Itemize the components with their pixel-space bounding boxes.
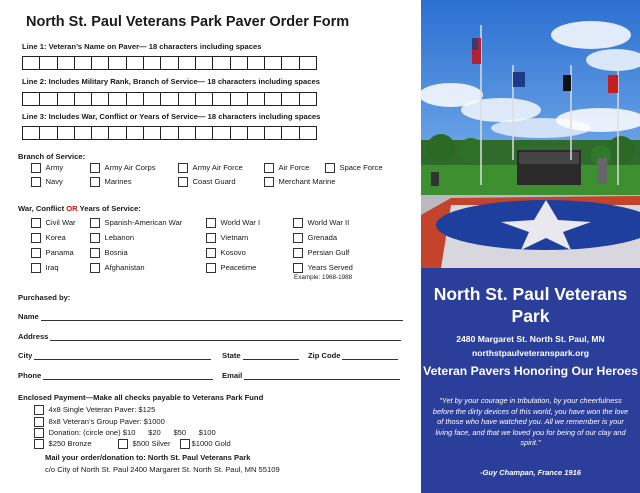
branch-space-force-checkbox[interactable]: Space Force bbox=[325, 163, 383, 173]
zip-field[interactable]: Zip Code bbox=[308, 351, 398, 360]
payment-silver-checkbox[interactable]: $500 Silver bbox=[118, 439, 171, 449]
park-panel bbox=[421, 0, 640, 493]
park-website-link[interactable]: northstpaulveteranspark.org bbox=[472, 348, 589, 358]
line2-label: Line 2: Includes Military Rank, Branch of Service— 18 characters including spaces bbox=[22, 77, 320, 86]
character-box[interactable] bbox=[39, 126, 57, 140]
character-box[interactable] bbox=[195, 92, 213, 106]
war-afghanistan-checkbox[interactable]: Afghanistan bbox=[90, 263, 145, 273]
name-field[interactable]: Name bbox=[18, 312, 403, 321]
character-box[interactable] bbox=[195, 56, 213, 70]
checkbox-icon[interactable] bbox=[90, 163, 100, 173]
checkbox-icon[interactable] bbox=[293, 263, 303, 273]
checkbox-icon[interactable] bbox=[118, 439, 128, 449]
payment-gold-checkbox[interactable]: $1000 Gold bbox=[180, 439, 231, 449]
branch-merchant-marine-checkbox[interactable]: Merchant Marine bbox=[264, 177, 335, 187]
character-box[interactable] bbox=[160, 92, 178, 106]
character-box[interactable] bbox=[299, 92, 317, 106]
character-box[interactable] bbox=[108, 56, 126, 70]
quote-author: -Guy Champan, France 1916 bbox=[480, 468, 581, 477]
character-box[interactable] bbox=[264, 56, 282, 70]
paver-tagline: Veteran Pavers Honoring Our Heroes bbox=[423, 364, 638, 378]
character-box[interactable] bbox=[230, 92, 248, 106]
line3-label: Line 3: Includes War, Conflict or Years of Service— 18 characters including spaces bbox=[22, 112, 321, 121]
zip-input-line[interactable] bbox=[342, 351, 398, 360]
email-field[interactable]: Email bbox=[222, 371, 400, 380]
address-field[interactable]: Address bbox=[18, 332, 401, 341]
branch-coast-guard-checkbox[interactable]: Coast Guard bbox=[178, 177, 236, 187]
payment-group-paver-checkbox[interactable]: 8x8 Veteran’s Group Paver: $1000 bbox=[34, 417, 165, 427]
branch-army-air-force-checkbox[interactable]: Army Air Force bbox=[178, 163, 243, 173]
checkbox-icon[interactable] bbox=[31, 177, 41, 187]
form-title: North St. Paul Veterans Park Paver Order Form bbox=[26, 14, 350, 30]
character-box[interactable] bbox=[108, 92, 126, 106]
checkbox-icon[interactable] bbox=[31, 248, 41, 258]
character-box[interactable] bbox=[57, 126, 75, 140]
war-civil-war-checkbox[interactable]: Civil War bbox=[31, 218, 76, 228]
war-wwi-checkbox[interactable]: World War I bbox=[206, 218, 260, 228]
character-box[interactable] bbox=[74, 92, 92, 106]
character-box[interactable] bbox=[57, 56, 75, 70]
war-lebanon-checkbox[interactable]: Lebanon bbox=[90, 233, 134, 243]
character-box[interactable] bbox=[264, 126, 282, 140]
veterans-park-photo bbox=[421, 0, 640, 268]
checkbox-icon[interactable] bbox=[90, 218, 100, 228]
character-box[interactable] bbox=[91, 92, 109, 106]
checkbox-icon[interactable] bbox=[34, 428, 44, 438]
checkbox-icon[interactable] bbox=[90, 263, 100, 273]
payment-heading: Enclosed Payment—Make all checks payable to Veterans Park Fund bbox=[18, 393, 264, 402]
war-years-served-checkbox[interactable]: Years Served bbox=[293, 263, 353, 273]
checkbox-icon[interactable] bbox=[90, 233, 100, 243]
character-box[interactable] bbox=[212, 126, 230, 140]
mail-instructions: Mail your order/donation to: North St. Paul Veterans Park bbox=[45, 453, 251, 462]
character-box[interactable] bbox=[126, 92, 144, 106]
park-info-panel bbox=[421, 268, 640, 493]
years-example: Example: 1968-1988 bbox=[294, 274, 353, 281]
war-panama-checkbox[interactable]: Panama bbox=[31, 248, 74, 258]
character-box[interactable] bbox=[178, 126, 196, 140]
war-grenada-checkbox[interactable]: Grenada bbox=[293, 233, 337, 243]
checkbox-icon[interactable] bbox=[90, 248, 100, 258]
name-input-line[interactable] bbox=[41, 312, 403, 321]
character-box[interactable] bbox=[160, 56, 178, 70]
checkbox-icon[interactable] bbox=[178, 177, 188, 187]
state-input-line[interactable] bbox=[243, 351, 299, 360]
payment-donation-checkbox[interactable]: Donation: (circle one) $10 $20 $50 $100 bbox=[34, 428, 216, 438]
checkbox-icon[interactable] bbox=[31, 263, 41, 273]
character-box[interactable] bbox=[91, 126, 109, 140]
park-title: North St. Paul Veterans Park bbox=[433, 284, 628, 326]
checkbox-icon[interactable] bbox=[178, 163, 188, 173]
checkbox-icon[interactable] bbox=[293, 218, 303, 228]
branch-marines-checkbox[interactable]: Marines bbox=[90, 177, 132, 187]
character-box[interactable] bbox=[22, 126, 40, 140]
character-box[interactable] bbox=[247, 92, 265, 106]
park-memorial-image bbox=[421, 0, 640, 268]
war-bosnia-checkbox[interactable]: Bosnia bbox=[90, 248, 128, 258]
branch-army-air-corps-checkbox[interactable]: Army Air Corps bbox=[90, 163, 156, 173]
character-box[interactable] bbox=[178, 92, 196, 106]
branch-navy-checkbox[interactable]: Navy bbox=[31, 177, 63, 187]
character-box[interactable] bbox=[195, 126, 213, 140]
checkbox-icon[interactable] bbox=[31, 163, 41, 173]
character-box[interactable] bbox=[22, 56, 40, 70]
character-box[interactable] bbox=[57, 92, 75, 106]
checkbox-icon[interactable] bbox=[293, 248, 303, 258]
email-input-line[interactable] bbox=[244, 371, 400, 380]
character-box[interactable] bbox=[212, 92, 230, 106]
line1-label: Line 1: Veteran’s Name on Paver— 18 characters including spaces bbox=[22, 42, 262, 51]
checkbox-icon[interactable] bbox=[31, 218, 41, 228]
checkbox-icon[interactable] bbox=[325, 163, 335, 173]
war-iraq-checkbox[interactable]: Iraq bbox=[31, 263, 59, 273]
war-heading: War, Conflict OR Years of Service: bbox=[18, 204, 141, 213]
character-box[interactable] bbox=[212, 56, 230, 70]
checkbox-icon[interactable] bbox=[206, 233, 216, 243]
character-box[interactable] bbox=[108, 126, 126, 140]
payment-single-paver-checkbox[interactable]: 4x8 Single Veteran Paver: $125 bbox=[34, 405, 155, 415]
war-kosovo-checkbox[interactable]: Kosovo bbox=[206, 248, 246, 258]
branch-heading: Branch of Service: bbox=[18, 152, 86, 161]
checkbox-icon[interactable] bbox=[31, 233, 41, 243]
character-box[interactable] bbox=[178, 56, 196, 70]
checkbox-icon[interactable] bbox=[206, 248, 216, 258]
character-box[interactable] bbox=[143, 92, 161, 106]
character-box[interactable] bbox=[126, 126, 144, 140]
character-box[interactable] bbox=[126, 56, 144, 70]
checkbox-icon[interactable] bbox=[264, 177, 274, 187]
mail-address: c/o City of North St. Paul 2400 Margaret St. North St. Paul, MN 55109 bbox=[45, 465, 280, 474]
character-box[interactable] bbox=[74, 126, 92, 140]
character-box[interactable] bbox=[230, 56, 248, 70]
park-address: 2480 Margaret St. North St. Paul, MN bbox=[456, 334, 605, 344]
checkbox-icon[interactable] bbox=[206, 218, 216, 228]
character-box[interactable] bbox=[74, 56, 92, 70]
character-box[interactable] bbox=[160, 126, 178, 140]
war-peacetime-checkbox[interactable]: Peacetime bbox=[206, 263, 256, 273]
checkbox-icon[interactable] bbox=[180, 439, 190, 449]
city-input-line[interactable] bbox=[34, 351, 211, 360]
character-box[interactable] bbox=[39, 56, 57, 70]
character-box[interactable] bbox=[281, 126, 299, 140]
state-field[interactable]: State bbox=[222, 351, 299, 360]
line1-char-boxes[interactable] bbox=[22, 56, 316, 70]
checkbox-icon[interactable] bbox=[206, 263, 216, 273]
checkbox-icon[interactable] bbox=[264, 163, 274, 173]
character-box[interactable] bbox=[299, 56, 317, 70]
character-box[interactable] bbox=[143, 126, 161, 140]
memorial-quote: "Yet by your courage in tribulation, by your cheerfulness before the dirty devices of this world, you have won the love of those who have watched you. All we remember is your living face, and that we loved you for being of our clay and spirit." bbox=[432, 396, 629, 447]
checkbox-icon[interactable] bbox=[293, 233, 303, 243]
war-korea-checkbox[interactable]: Korea bbox=[31, 233, 66, 243]
character-box[interactable] bbox=[247, 56, 265, 70]
character-box[interactable] bbox=[143, 56, 161, 70]
phone-input-line[interactable] bbox=[43, 371, 213, 380]
address-input-line[interactable] bbox=[50, 332, 401, 341]
line3-char-boxes[interactable] bbox=[22, 126, 316, 140]
purchased-by-heading: Purchased by: bbox=[18, 293, 71, 302]
war-persian-gulf-checkbox[interactable]: Persian Gulf bbox=[293, 248, 349, 258]
character-box[interactable] bbox=[264, 92, 282, 106]
war-spanish-american-checkbox[interactable]: Spanish-American War bbox=[90, 218, 182, 228]
war-wwii-checkbox[interactable]: World War II bbox=[293, 218, 349, 228]
checkbox-icon[interactable] bbox=[34, 417, 44, 427]
character-box[interactable] bbox=[299, 126, 317, 140]
checkbox-icon[interactable] bbox=[34, 439, 44, 449]
checkbox-icon[interactable] bbox=[34, 405, 44, 415]
branch-army-checkbox[interactable]: Army bbox=[31, 163, 63, 173]
line2-char-boxes[interactable] bbox=[22, 92, 316, 106]
branch-air-force-checkbox[interactable]: Air Force bbox=[264, 163, 309, 173]
payment-bronze-checkbox[interactable]: $250 Bronze bbox=[34, 439, 92, 449]
character-box[interactable] bbox=[281, 92, 299, 106]
war-vietnam-checkbox[interactable]: Vietnam bbox=[206, 233, 248, 243]
character-box[interactable] bbox=[91, 56, 109, 70]
checkbox-icon[interactable] bbox=[90, 177, 100, 187]
character-box[interactable] bbox=[22, 92, 40, 106]
phone-field[interactable]: Phone bbox=[18, 371, 213, 380]
city-field[interactable]: City bbox=[18, 351, 211, 360]
character-box[interactable] bbox=[281, 56, 299, 70]
character-box[interactable] bbox=[230, 126, 248, 140]
character-box[interactable] bbox=[247, 126, 265, 140]
character-box[interactable] bbox=[39, 92, 57, 106]
